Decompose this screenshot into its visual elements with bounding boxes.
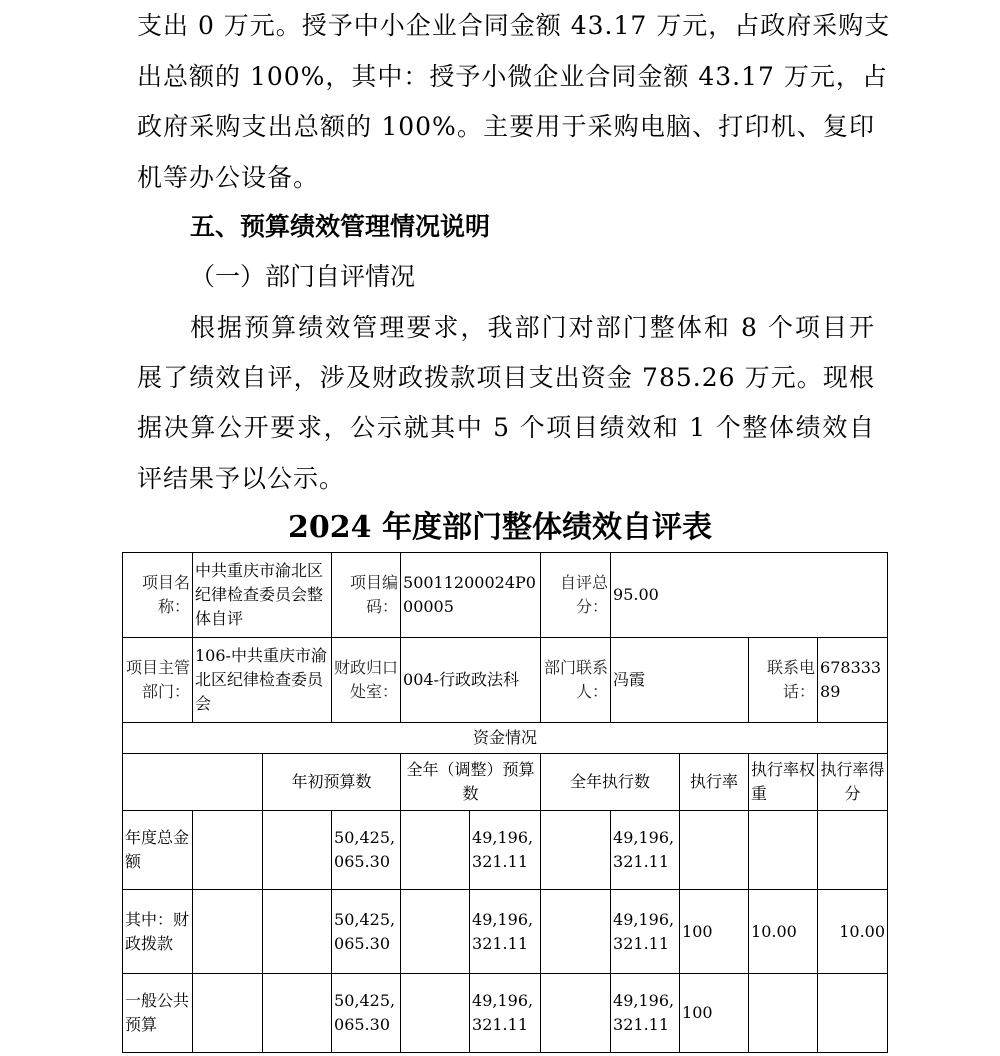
col-executed: 全年执行数 <box>541 754 680 811</box>
project-name-label: 项目名称： <box>123 553 193 638</box>
phone: 67833389 <box>818 638 888 723</box>
score-value <box>818 974 888 1053</box>
dept-label: 项目主管部门： <box>123 638 193 723</box>
initial-value: 50,425,065.30 <box>332 890 401 974</box>
row-label: 年度总金额 <box>123 811 193 890</box>
row-label: 一般公共预算 <box>123 974 193 1053</box>
table-title: 2024 年度部门整体绩效自评表 <box>288 510 712 545</box>
text-line: 政府采购支出总额的 100%。主要用于采购电脑、打印机、复印 <box>137 112 875 141</box>
table-row <box>123 723 888 754</box>
initial-value: 50,425,065.30 <box>332 974 401 1053</box>
col-adjusted: 全年（调整）预算数 <box>401 754 541 811</box>
initial-value: 50,425,065.30 <box>332 811 401 890</box>
text-line: 评结果予以公示。 <box>137 464 346 493</box>
col-weight: 执行率权重 <box>749 754 818 811</box>
score-value <box>818 811 888 890</box>
table-row <box>123 553 888 638</box>
weight-value: 10.00 <box>749 890 818 974</box>
rate-value: 100 <box>680 974 749 1053</box>
score: 95.00 <box>611 553 888 638</box>
table-header-row <box>123 754 888 811</box>
col-rate: 执行率 <box>680 754 749 811</box>
funds-header: 资金情况 <box>123 723 888 754</box>
text-line: 支出 0 万元。授予中小企业合同金额 43.17 万元，占政府采购支 <box>137 11 891 40</box>
weight-value <box>749 811 818 890</box>
subsection-heading: （一）部门自评情况 <box>190 262 416 291</box>
contact: 冯霞 <box>611 638 749 723</box>
project-code: 50011200024P000005 <box>401 553 541 638</box>
row-label: 其中：财政拨款 <box>123 890 193 974</box>
dept: 106-中共重庆市渝北区纪律检查委员会 <box>193 638 332 723</box>
adjusted-value: 49,196,321.11 <box>470 811 541 890</box>
text-line: 机等办公设备。 <box>137 163 320 192</box>
executed-value: 49,196,321.11 <box>611 811 680 890</box>
office: 004-行政政法科 <box>401 638 541 723</box>
score-value: 10.00 <box>818 890 888 974</box>
table-row <box>123 974 888 1053</box>
phone-label: 联系电话： <box>749 638 818 723</box>
contact-label: 部门联系人： <box>541 638 611 723</box>
col-initial: 年初预算数 <box>263 754 401 811</box>
adjusted-value: 49,196,321.11 <box>470 890 541 974</box>
empty-cell <box>123 754 263 811</box>
table-row <box>123 890 888 974</box>
rate-value: 100 <box>680 890 749 974</box>
text-line: 展了绩效自评，涉及财政拨款项目支出资金 785.26 万元。现根 <box>137 363 875 392</box>
text-line: 出总额的 100%，其中：授予小微企业合同金额 43.17 万元，占 <box>137 62 888 91</box>
project-name: 中共重庆市渝北区纪律检查委员会整体自评 <box>193 553 332 638</box>
rate-value <box>680 811 749 890</box>
office-label: 财政归口处室： <box>332 638 401 723</box>
project-code-label: 项目编码： <box>332 553 401 638</box>
table-row <box>123 811 888 890</box>
text-line: 据决算公开要求，公示就其中 5 个项目绩效和 1 个整体绩效自 <box>137 413 875 442</box>
adjusted-value: 49,196,321.11 <box>470 974 541 1053</box>
section-heading: 五、预算绩效管理情况说明 <box>190 212 491 241</box>
weight-value <box>749 974 818 1053</box>
text-line: 根据预算绩效管理要求，我部门对部门整体和 8 个项目开 <box>190 313 875 342</box>
table-row <box>123 638 888 723</box>
executed-value: 49,196,321.11 <box>611 890 680 974</box>
score-label: 自评总分： <box>541 553 611 638</box>
col-score: 执行率得分 <box>818 754 888 811</box>
evaluation-table <box>122 552 888 1053</box>
executed-value: 49,196,321.11 <box>611 974 680 1053</box>
